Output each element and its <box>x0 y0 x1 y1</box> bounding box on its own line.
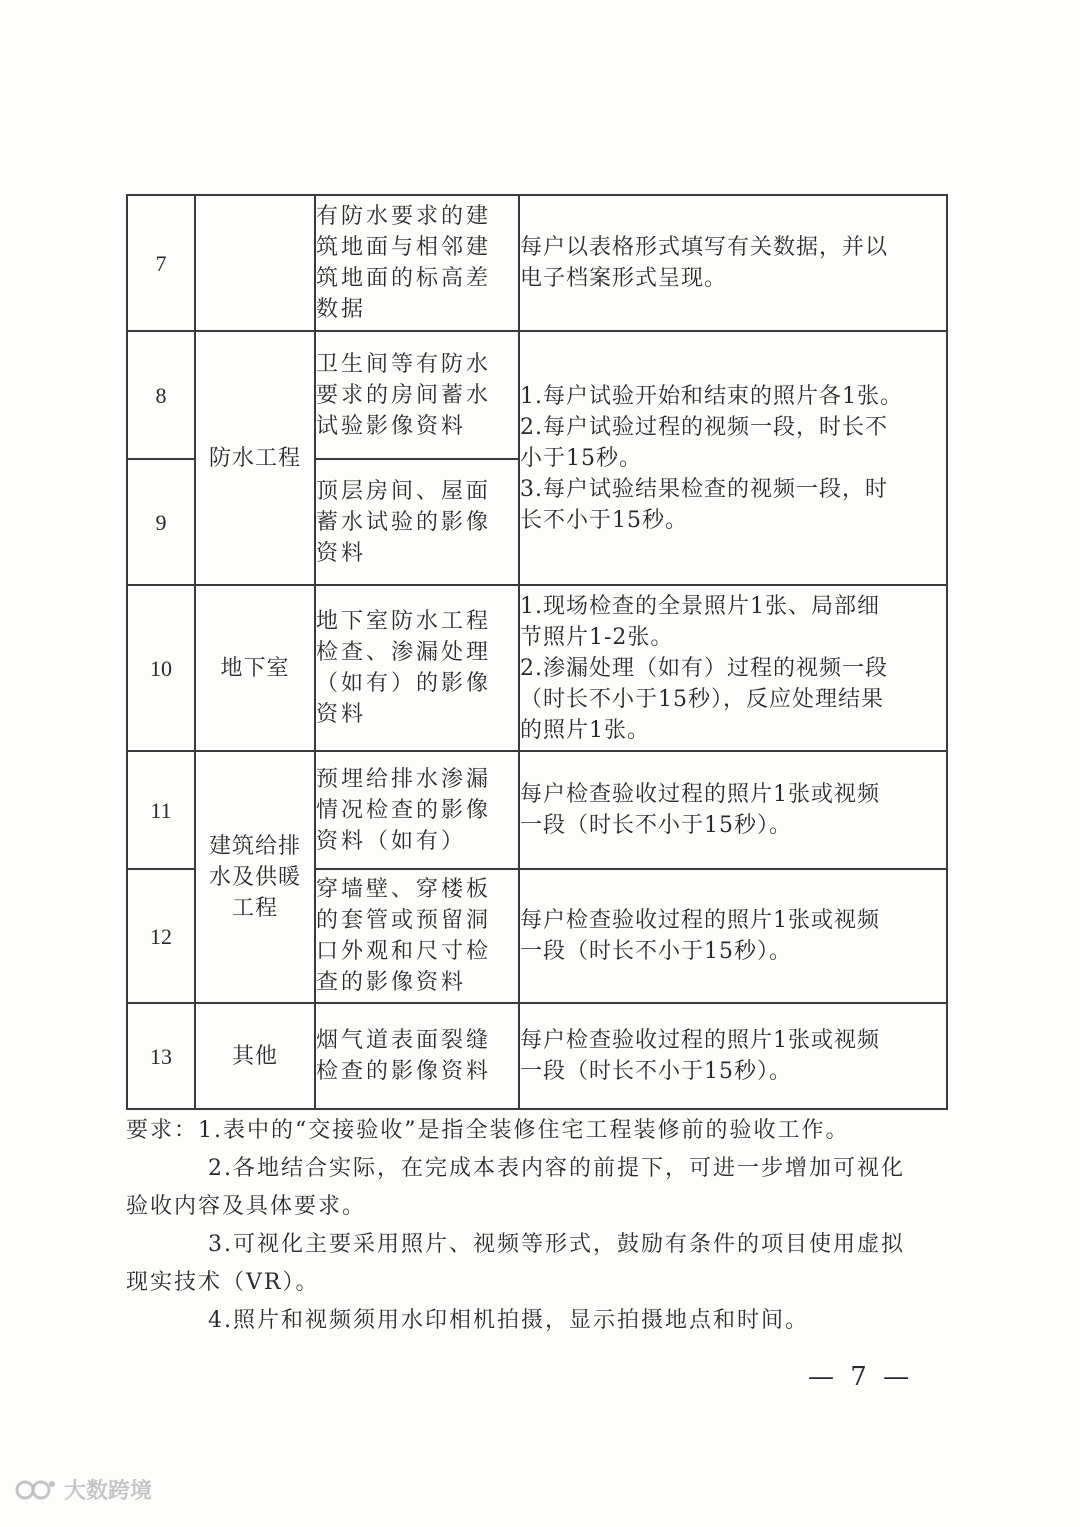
requirement-line: 每户检查验收过程的照片1张或视频 <box>520 908 880 933</box>
requirement-cell <box>519 869 947 1003</box>
requirement-line: 1.每户试验开始和结束的照片各1张。 <box>520 383 903 409</box>
category-cell: 地下室 <box>195 585 315 751</box>
item-cell <box>315 751 519 869</box>
note-2: 2.各地结合实际，在完成本表内容的前提下，可进一步增加可视化 <box>208 1156 905 1181</box>
category-cell <box>195 195 315 331</box>
page-number: — 7 — <box>808 1362 914 1392</box>
requirement-line: 1.现场检查的全景照片1张、局部细 <box>520 593 880 619</box>
table-row <box>127 751 947 869</box>
note-3: 3.可视化主要采用照片、视频等形式，鼓励有条件的项目使用虚拟 <box>208 1232 905 1257</box>
item-line: 地下室防水工程 <box>316 609 492 634</box>
item-line: （如有）的影像 <box>316 671 492 696</box>
row-number: 11 <box>127 751 195 869</box>
row-number: 10 <box>127 585 195 751</box>
requirement-line: 小于15秒。 <box>520 445 642 471</box>
category-cell <box>195 751 315 1003</box>
requirement-line: 一段（时长不小于15秒）。 <box>520 939 792 964</box>
requirement-line: 每户检查验收过程的照片1张或视频 <box>520 782 880 807</box>
requirement-line: 电子档案形式呈现。 <box>520 266 728 291</box>
item-line: 资料 <box>316 540 367 566</box>
acceptance-table <box>126 194 948 1110</box>
requirement-line: 节照片1-2张。 <box>520 624 674 650</box>
item-line: 蓄水试验的影像 <box>316 509 492 535</box>
requirement-line: 的照片1张。 <box>520 717 650 743</box>
note-2-continued: 验收内容及具体要求。 <box>126 1194 367 1219</box>
note-3-continued: 现实技术（VR）。 <box>126 1270 320 1295</box>
table-row <box>127 331 947 459</box>
item-cell <box>315 869 519 1003</box>
requirement-line: （时长不小于15秒），反应处理结果 <box>520 686 884 712</box>
item-line: 检查的影像资料 <box>316 1059 492 1084</box>
category-line: 水及供暖 <box>208 864 301 890</box>
item-line: 数据 <box>316 297 367 322</box>
requirement-cell <box>519 331 947 585</box>
requirement-cell <box>519 751 947 869</box>
table-row <box>127 1003 947 1109</box>
requirement-line: 一段（时长不小于15秒）。 <box>520 1059 792 1084</box>
item-line: 查的影像资料 <box>316 970 467 995</box>
item-line: 资料 <box>316 702 367 727</box>
item-line: 筑地面与相邻建 <box>316 235 492 260</box>
requirement-cell <box>519 195 947 331</box>
category-cell: 防水工程 <box>195 331 315 585</box>
requirement-cell <box>519 1003 947 1109</box>
item-line: 穿墙壁、穿楼板 <box>316 877 492 902</box>
table-row <box>127 585 947 751</box>
requirement-line: 长不小于15秒。 <box>520 507 688 533</box>
item-line: 试验影像资料 <box>316 413 467 439</box>
row-number: 12 <box>127 869 195 1003</box>
item-line: 卫生间等有防水 <box>316 351 492 377</box>
requirement-line: 每户以表格形式填写有关数据，并以 <box>520 235 889 260</box>
item-line: 情况检查的影像 <box>316 797 492 823</box>
requirement-line: 每户检查验收过程的照片1张或视频 <box>520 1028 880 1053</box>
requirement-line: 3.每户试验结果检查的视频一段，时 <box>520 476 888 502</box>
item-line: 筑地面的标高差 <box>316 266 492 291</box>
item-line: 顶层房间、屋面 <box>316 478 492 504</box>
item-cell <box>315 585 519 751</box>
watermark-logo-icon <box>14 1477 58 1503</box>
requirement-line: 2.每户试验过程的视频一段，时长不 <box>520 414 888 440</box>
row-number: 8 <box>127 331 195 459</box>
item-cell <box>315 1003 519 1109</box>
item-cell <box>315 195 519 331</box>
row-number: 13 <box>127 1003 195 1109</box>
item-cell <box>315 331 519 459</box>
requirement-cell <box>519 585 947 751</box>
item-line: 预埋给排水渗漏 <box>316 766 492 792</box>
row-number: 7 <box>127 195 195 331</box>
note-4: 4.照片和视频须用水印相机拍摄，显示拍摄地点和时间。 <box>208 1308 809 1333</box>
requirement-line: 2.渗漏处理（如有）过程的视频一段 <box>520 655 888 681</box>
item-cell <box>315 459 519 585</box>
item-line: 有防水要求的建 <box>316 204 492 229</box>
category-cell: 其他 <box>195 1003 315 1109</box>
watermark <box>14 1474 152 1505</box>
category-line: 建筑给排 <box>208 833 301 859</box>
requirements-notes <box>126 1112 956 1340</box>
watermark-text: 大数跨境 <box>64 1479 153 1504</box>
item-line: 口外观和尺寸检 <box>316 939 492 964</box>
item-line: 的套管或预留洞 <box>316 908 492 933</box>
row-number: 9 <box>127 459 195 585</box>
item-line: 资料（如有） <box>316 828 467 854</box>
table-row <box>127 195 947 331</box>
item-line: 检查、渗漏处理 <box>316 640 492 665</box>
item-line: 要求的房间蓄水 <box>316 382 492 408</box>
note-1: 要求：1.表中的“交接验收”是指全装修住宅工程装修前的验收工作。 <box>126 1118 850 1143</box>
requirement-line: 一段（时长不小于15秒）。 <box>520 813 792 838</box>
category-line: 工程 <box>231 895 278 921</box>
item-line: 烟气道表面裂缝 <box>316 1028 492 1053</box>
